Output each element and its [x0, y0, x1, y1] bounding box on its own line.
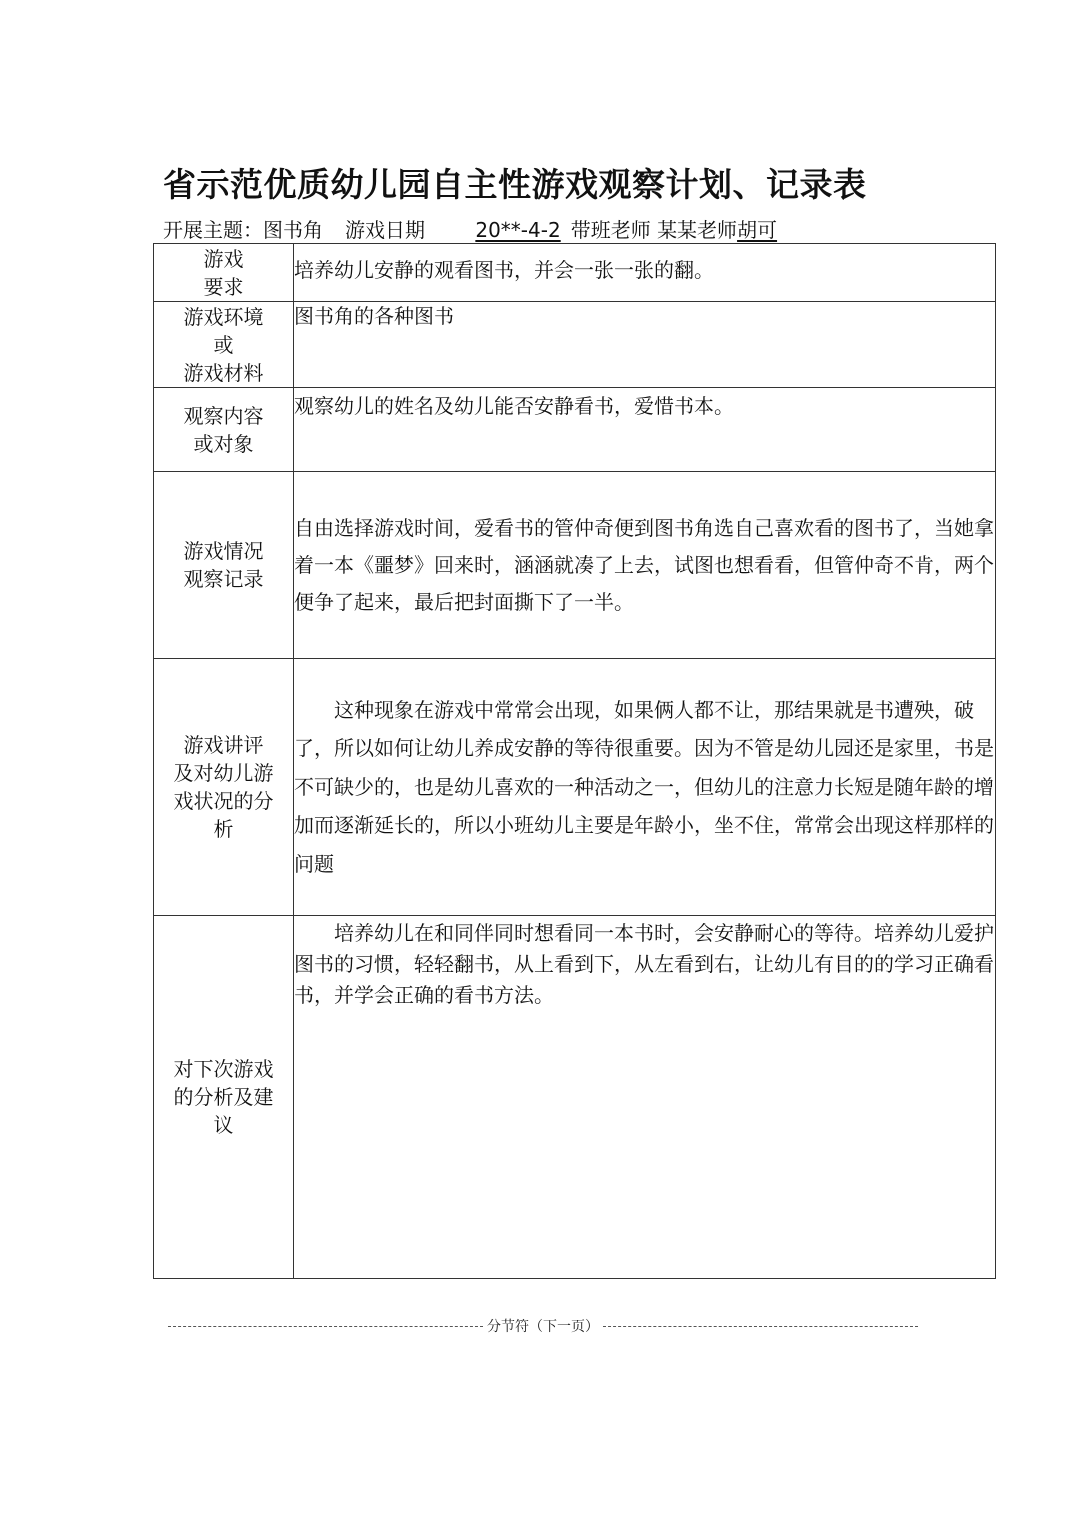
table-row [154, 302, 996, 388]
section-break-line [603, 1326, 918, 1327]
date-value: 20**-4-2 [475, 218, 561, 242]
table-row [154, 916, 996, 1279]
row-content: 培养幼儿安静的观看图书，并会一张一张的翻。 [294, 244, 996, 302]
table-row [154, 244, 996, 302]
teacher-extra: 胡可 [737, 218, 778, 242]
row-content: 自由选择游戏时间，爱看书的管仲奇便到图书角选自己喜欢看的图书了，当她拿着一本《噩梦》回来时，涵涵就凑了上去，试图也想看看，但管仲奇不肯，两个便争了起来，最后把封面撕下了一半。 [294, 472, 996, 659]
row-label: 游戏环境 或 游戏材料 [154, 302, 294, 388]
row-content: 培养幼儿在和同伴同时想看同一本书时，会安静耐心的等待。培养幼儿爱护图书的习惯，轻轻翻书，从上看到下，从左看到右，让幼儿有目的的学习正确看书，并学会正确的看书方法。 [294, 916, 996, 1279]
row-content: 图书角的各种图书 [294, 302, 996, 388]
table-row [154, 388, 996, 472]
section-break-label: 分节符（下一页） [487, 1319, 599, 1335]
record-table [153, 243, 996, 1279]
row-content: 观察幼儿的姓名及幼儿能否安静看书，爱惜书本。 [294, 388, 996, 472]
row-content: 这种现象在游戏中常常会出现，如果俩人都不让，那结果就是书遭殃，破了，所以如何让幼儿养成安静的等待很重要。因为不管是幼儿园还是家里，书是不可缺少的，也是幼儿喜欢的一种活动之一，但幼儿的注意力长短是随年龄的增加而逐渐延长的，所以小班幼儿主要是年龄小，坐不住，常常会出现这样那样的问题 [294, 659, 996, 916]
theme-label: 开展主题： [163, 218, 263, 242]
date-label: 游戏日期 [345, 218, 425, 242]
teacher-value: 某某老师 [657, 218, 738, 242]
section-break-line [168, 1326, 483, 1327]
theme-value: 图书角 [263, 218, 323, 242]
row-label: 对下次游戏 的分析及建 议 [154, 916, 294, 1279]
row-label: 观察内容 或对象 [154, 388, 294, 472]
teacher-label: 带班老师 [570, 218, 651, 242]
meta-line [163, 216, 1023, 244]
row-label: 游戏情况 观察记录 [154, 472, 294, 659]
row-label: 游戏 要求 [154, 244, 294, 302]
row-label: 游戏讲评 及对幼儿游 戏状况的分 析 [154, 659, 294, 916]
page-title: 省示范优质幼儿园自主性游戏观察计划、记录表 [163, 165, 867, 204]
table-row [154, 659, 996, 916]
section-break [168, 1314, 918, 1338]
table-row [154, 472, 996, 659]
